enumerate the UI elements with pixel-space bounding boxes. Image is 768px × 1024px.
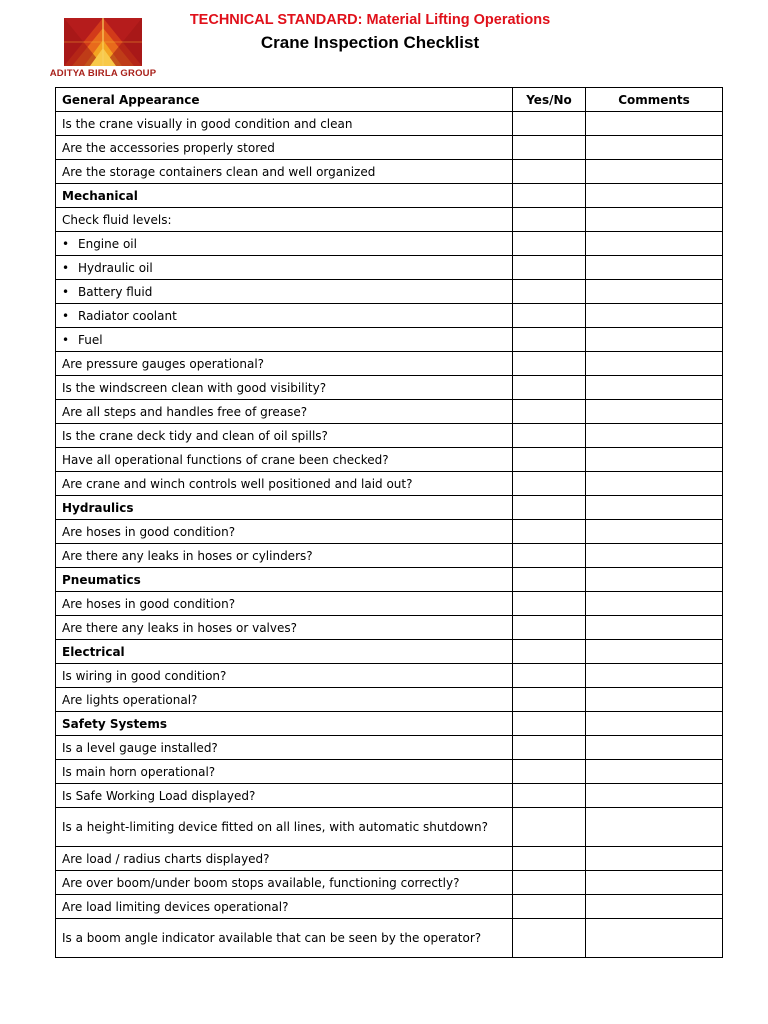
question-text: Is the crane visually in good condition and clean: [56, 112, 513, 136]
bullet-label: Fuel: [78, 332, 103, 347]
yes-no-cell[interactable]: [513, 664, 586, 688]
comments-cell[interactable]: [586, 784, 723, 808]
question-text: Are there any leaks in hoses or cylinders?: [56, 544, 513, 568]
comments-cell[interactable]: [586, 871, 723, 895]
comments-cell[interactable]: [586, 328, 723, 352]
yes-no-cell[interactable]: [513, 136, 586, 160]
comments-cell[interactable]: [586, 895, 723, 919]
yes-no-cell[interactable]: [513, 568, 586, 592]
checklist-row: [56, 112, 723, 136]
comments-cell[interactable]: [586, 760, 723, 784]
comments-cell[interactable]: [586, 688, 723, 712]
question-text: Are lights operational?: [56, 688, 513, 712]
checklist-row: [56, 352, 723, 376]
section-title: Hydraulics: [56, 496, 513, 520]
yes-no-cell[interactable]: [513, 760, 586, 784]
checklist-row: [56, 760, 723, 784]
question-text: Is the crane deck tidy and clean of oil spills?: [56, 424, 513, 448]
yes-no-cell[interactable]: [513, 184, 586, 208]
question-text: Have all operational functions of crane been checked?: [56, 448, 513, 472]
comments-cell[interactable]: [586, 232, 723, 256]
comments-cell[interactable]: [586, 208, 723, 232]
comments-cell[interactable]: [586, 376, 723, 400]
yes-no-cell[interactable]: [513, 808, 586, 847]
section-title: Safety Systems: [56, 712, 513, 736]
bullet-label: Battery fluid: [78, 284, 153, 299]
comments-cell[interactable]: [586, 256, 723, 280]
comments-cell[interactable]: [586, 592, 723, 616]
comments-cell[interactable]: [586, 712, 723, 736]
sun-logo-icon: [64, 18, 142, 66]
checklist-row: [56, 664, 723, 688]
yes-no-cell[interactable]: [513, 448, 586, 472]
comments-cell[interactable]: [586, 616, 723, 640]
checklist-row: [56, 520, 723, 544]
bullet-item: [56, 256, 513, 280]
question-text: Are there any leaks in hoses or valves?: [56, 616, 513, 640]
checklist-row: [56, 136, 723, 160]
question-text: Is main horn operational?: [56, 760, 513, 784]
comments-cell[interactable]: [586, 544, 723, 568]
comments-cell[interactable]: [586, 184, 723, 208]
comments-cell[interactable]: [586, 136, 723, 160]
checklist-row: [56, 160, 723, 184]
question-text: Is Safe Working Load displayed?: [56, 784, 513, 808]
comments-cell[interactable]: [586, 808, 723, 847]
section-row: [56, 640, 723, 664]
yes-no-cell[interactable]: [513, 352, 586, 376]
question-text: Is a boom angle indicator available that can be seen by the operator?: [56, 919, 513, 958]
yes-no-cell[interactable]: [513, 112, 586, 136]
bullet-item: [56, 328, 513, 352]
checklist-row: [56, 616, 723, 640]
bullet-item: [56, 280, 513, 304]
question-text: Are over boom/under boom stops available, functioning correctly?: [56, 871, 513, 895]
section-title: Electrical: [56, 640, 513, 664]
section-row: [56, 88, 723, 112]
page-header: [0, 0, 768, 86]
section-row: [56, 184, 723, 208]
checklist-row: [56, 784, 723, 808]
yes-no-cell[interactable]: [513, 424, 586, 448]
yes-no-cell[interactable]: [513, 280, 586, 304]
comments-cell[interactable]: [586, 112, 723, 136]
comments-cell[interactable]: [586, 424, 723, 448]
bullet-icon: •: [62, 236, 70, 251]
checklist-row: [56, 544, 723, 568]
comments-cell[interactable]: [586, 847, 723, 871]
comments-cell[interactable]: [586, 304, 723, 328]
comments-cell[interactable]: [586, 736, 723, 760]
yes-no-cell[interactable]: [513, 688, 586, 712]
question-text: Is wiring in good condition?: [56, 664, 513, 688]
checklist-row: [56, 424, 723, 448]
yes-no-cell[interactable]: [513, 895, 586, 919]
question-text: Are load / radius charts displayed?: [56, 847, 513, 871]
comments-cell[interactable]: [586, 919, 723, 958]
checklist-row: [56, 688, 723, 712]
checklist-row: [56, 232, 723, 256]
section-title: General Appearance: [56, 88, 513, 112]
question-text: Check fluid levels:: [56, 208, 513, 232]
question-text: Are pressure gauges operational?: [56, 352, 513, 376]
yes-no-cell[interactable]: [513, 208, 586, 232]
section-row: [56, 496, 723, 520]
question-text: Are load limiting devices operational?: [56, 895, 513, 919]
yes-no-cell[interactable]: [513, 160, 586, 184]
yes-no-cell[interactable]: [513, 847, 586, 871]
checklist-row: [56, 208, 723, 232]
comments-header: Comments: [586, 88, 723, 112]
question-text: Are the accessories properly stored: [56, 136, 513, 160]
bullet-item: [56, 304, 513, 328]
checklist-row: [56, 919, 723, 958]
checklist-row: [56, 304, 723, 328]
section-row: [56, 712, 723, 736]
checklist-row: [56, 448, 723, 472]
standard-heading: TECHNICAL STANDARD: Material Lifting Operations: [189, 12, 551, 28]
bullet-icon: •: [62, 308, 70, 323]
comments-cell[interactable]: [586, 400, 723, 424]
yes-no-cell[interactable]: [513, 256, 586, 280]
yes-no-cell[interactable]: [513, 919, 586, 958]
question-text: Is a level gauge installed?: [56, 736, 513, 760]
section-title: Mechanical: [56, 184, 513, 208]
checklist-row: [56, 376, 723, 400]
comments-cell[interactable]: [586, 352, 723, 376]
checklist-row: [56, 736, 723, 760]
comments-cell[interactable]: [586, 280, 723, 304]
checklist-row: [56, 280, 723, 304]
bullet-item: [56, 232, 513, 256]
yes-no-cell[interactable]: [513, 328, 586, 352]
yes-no-cell[interactable]: [513, 592, 586, 616]
page-title: Crane Inspection Checklist: [260, 33, 480, 52]
checklist-row: [56, 592, 723, 616]
checklist-table: [55, 87, 723, 958]
yes-no-cell[interactable]: [513, 472, 586, 496]
checklist-row: [56, 895, 723, 919]
bullet-label: Radiator coolant: [78, 308, 177, 323]
yes-no-cell[interactable]: [513, 304, 586, 328]
yes-no-cell[interactable]: [513, 520, 586, 544]
yes-no-cell[interactable]: [513, 784, 586, 808]
yes-no-cell[interactable]: [513, 232, 586, 256]
checklist-row: [56, 472, 723, 496]
yes-no-cell[interactable]: [513, 400, 586, 424]
comments-cell[interactable]: [586, 640, 723, 664]
question-text: Are all steps and handles free of grease?: [56, 400, 513, 424]
question-text: Is the windscreen clean with good visibility?: [56, 376, 513, 400]
bullet-icon: •: [62, 260, 70, 275]
checklist-row: [56, 847, 723, 871]
yes-no-cell[interactable]: [513, 871, 586, 895]
section-title: Pneumatics: [56, 568, 513, 592]
section-row: [56, 568, 723, 592]
comments-cell[interactable]: [586, 520, 723, 544]
question-text: Are hoses in good condition?: [56, 520, 513, 544]
question-text: Are crane and winch controls well positioned and laid out?: [56, 472, 513, 496]
bullet-icon: •: [62, 284, 70, 299]
bullet-label: Hydraulic oil: [78, 260, 153, 275]
yes-no-cell[interactable]: [513, 640, 586, 664]
yes-no-cell[interactable]: [513, 616, 586, 640]
yes-no-cell[interactable]: [513, 376, 586, 400]
bullet-label: Engine oil: [78, 236, 137, 251]
company-logo: [48, 18, 158, 82]
checklist-row: [56, 871, 723, 895]
question-text: Is a height-limiting device fitted on all lines, with automatic shutdown?: [56, 808, 513, 847]
checklist-row: [56, 256, 723, 280]
bullet-icon: •: [62, 332, 70, 347]
yes-no-cell[interactable]: [513, 544, 586, 568]
question-text: Are the storage containers clean and well organized: [56, 160, 513, 184]
yes-no-cell[interactable]: [513, 496, 586, 520]
comments-cell[interactable]: [586, 448, 723, 472]
yes-no-header: Yes/No: [513, 88, 586, 112]
comments-cell[interactable]: [586, 472, 723, 496]
checklist-row: [56, 328, 723, 352]
comments-cell[interactable]: [586, 160, 723, 184]
yes-no-cell[interactable]: [513, 712, 586, 736]
comments-cell[interactable]: [586, 664, 723, 688]
checklist-row: [56, 808, 723, 847]
logo-text: ADITYA BIRLA GROUP: [49, 68, 157, 79]
comments-cell[interactable]: [586, 496, 723, 520]
comments-cell[interactable]: [586, 568, 723, 592]
checklist-row: [56, 400, 723, 424]
yes-no-cell[interactable]: [513, 736, 586, 760]
question-text: Are hoses in good condition?: [56, 592, 513, 616]
